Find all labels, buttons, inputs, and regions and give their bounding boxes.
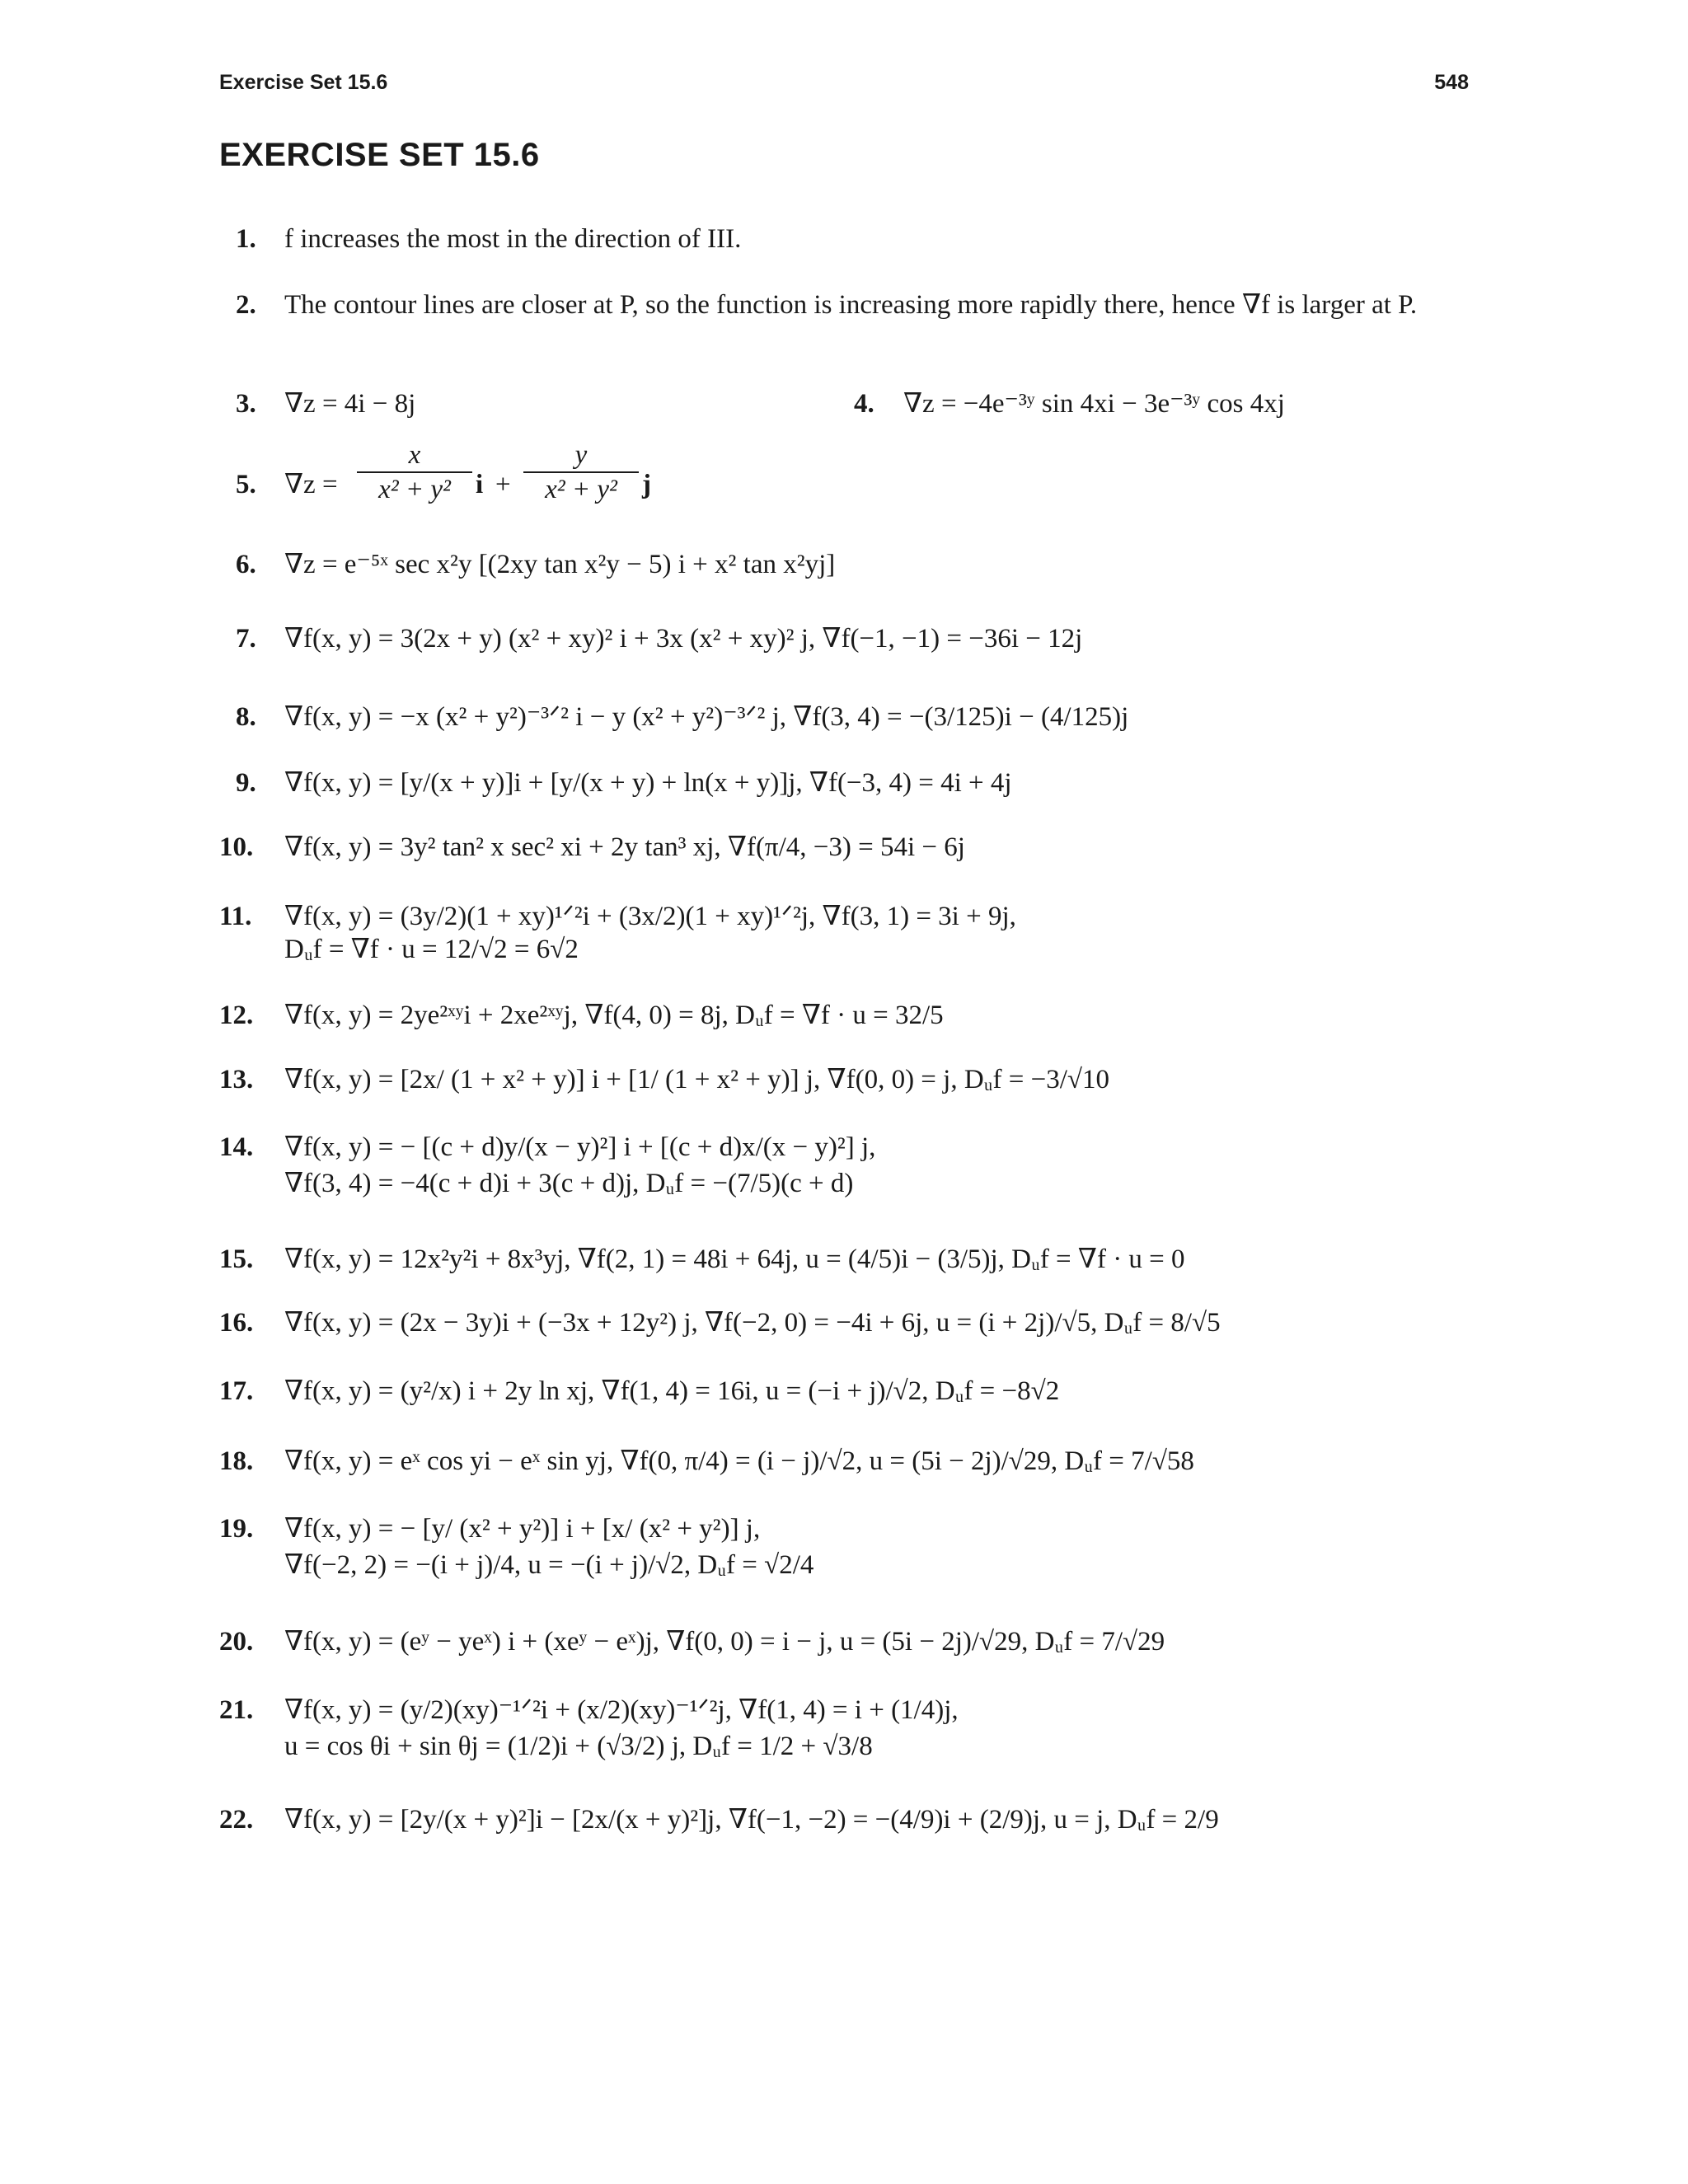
fraction-denominator: x² + y² xyxy=(378,475,451,504)
exercise-answer-line: ∇f(x, y) = − [y/ (x² + y²)] i + [x/ (x² + y²)] j, xyxy=(284,1514,761,1544)
exercise-number: 3. xyxy=(236,389,256,419)
exercise-number: 8. xyxy=(236,702,256,732)
exercise-answer-line: ∇z = −4e⁻³ʸ sin 4xi − 3e⁻³ʸ cos 4xj xyxy=(903,389,1285,419)
running-head xyxy=(219,71,1469,95)
exercise-number: 2. xyxy=(236,290,256,320)
exercise-number: 13. xyxy=(219,1065,254,1094)
unit-vector-i: i xyxy=(476,470,484,499)
exercise-answer-line: ∇f(x, y) = [2y/(x + y)²]i − [2x/(x + y)²]j, ∇f(−1, −2) = −(4/9)i + (2/9)j, u = j, Dᵤf = 2/9 xyxy=(284,1805,1219,1835)
exercise-answer-line: ∇f(x, y) = [y/(x + y)]i + [y/(x + y) + ln(x + y)]j, ∇f(−3, 4) = 4i + 4j xyxy=(284,768,1012,798)
exercise-number: 11. xyxy=(219,902,252,931)
exercise-answer-line: ∇f(x, y) = −x (x² + y²)⁻³ᐟ² i − y (x² + y²)⁻³ᐟ² j, ∇f(3, 4) = −(3/125)i − (4/125)j xyxy=(284,702,1129,732)
exercise-number: 19. xyxy=(219,1514,254,1544)
exercise-answer-line: ∇f(3, 4) = −4(c + d)i + 3(c + d)j, Dᵤf = −(7/5)(c + d) xyxy=(284,1169,854,1198)
exercise-answer-line: ∇f(−2, 2) = −(i + j)/4, u = −(i + j)/√2, Dᵤf = √2/4 xyxy=(284,1550,814,1580)
exercise-answer-line: ∇f(x, y) = 2ye²ˣʸi + 2xe²ˣʸj, ∇f(4, 0) = 8j, Dᵤf = ∇f · u = 32/5 xyxy=(284,1001,944,1030)
page-number: 548 xyxy=(1434,71,1469,94)
exercise-answer-line: ∇f(x, y) = (3y/2)(1 + xy)¹ᐟ²i + (3x/2)(1 + xy)¹ᐟ²j, ∇f(3, 1) = 3i + 9j, xyxy=(284,902,1016,931)
exercise-number: 17. xyxy=(219,1376,254,1406)
exercise-number: 18. xyxy=(219,1446,254,1476)
exercise-answer-line: ∇f(x, y) = − [(c + d)y/(x − y)²] i + [(c + d)x/(x − y)²] j, xyxy=(284,1132,876,1162)
fraction-x xyxy=(357,438,472,506)
fraction-denominator: x² + y² xyxy=(545,475,617,504)
exercise-number: 20. xyxy=(219,1627,254,1657)
exercise-answer-line: ∇f(x, y) = 3(2x + y) (x² + xy)² i + 3x (x² + xy)² j, ∇f(−1, −1) = −36i − 12j xyxy=(284,624,1083,654)
fraction-y xyxy=(523,438,639,506)
exercise-number: 1. xyxy=(236,224,256,254)
exercise-answer-line: ∇f(x, y) = (eʸ − yeˣ) i + (xeʸ − eˣ)j, ∇f(0, 0) = i − j, u = (5i − 2j)/√29, Dᵤf = 7/√29 xyxy=(284,1627,1165,1657)
section-title: EXERCISE SET 15.6 xyxy=(219,137,540,173)
exercise-number: 22. xyxy=(219,1805,254,1835)
exercise-answer-line: ∇f(x, y) = [2x/ (1 + x² + y)] i + [1/ (1 + x² + y)] j, ∇f(0, 0) = j, Dᵤf = −3/√10 xyxy=(284,1065,1109,1094)
exercise-answer-line: ∇f(x, y) = (2x − 3y)i + (−3x + 12y²) j, ∇f(−2, 0) = −4i + 6j, u = (i + 2j)/√5, Dᵤf = 8/√5 xyxy=(284,1308,1221,1338)
exercise-answer-line: ∇z = 4i − 8j xyxy=(284,389,416,419)
exercise-answer-line: Dᵤf = ∇f · u = 12/√2 = 6√2 xyxy=(284,935,579,964)
exercise-answer-line: The contour lines are closer at P, so the function is increasing more rapidly there, hence ∇f is larger at P. xyxy=(284,290,1418,320)
plus-sign: + xyxy=(495,470,511,499)
exercise-number: 21. xyxy=(219,1695,254,1725)
exercise-answer-line: ∇f(x, y) = eˣ cos yi − eˣ sin yj, ∇f(0, π/4) = (i − j)/√2, u = (5i − 2j)/√29, Dᵤf = 7/√58 xyxy=(284,1446,1194,1476)
fraction-lead: ∇z = xyxy=(284,470,338,499)
exercise-answer-line: ∇f(x, y) = 3y² tan² x sec² xi + 2y tan³ xj, ∇f(π/4, −3) = 54i − 6j xyxy=(284,832,965,862)
exercise-answer-line: ∇f(x, y) = (y/2)(xy)⁻¹ᐟ²i + (x/2)(xy)⁻¹ᐟ²j, ∇f(1, 4) = i + (1/4)j, xyxy=(284,1695,959,1725)
fraction-numerator: x xyxy=(408,440,421,470)
unit-vector-j: j xyxy=(642,470,651,499)
exercise-answer-line: f increases the most in the direction of III. xyxy=(284,224,742,254)
exercise-number: 7. xyxy=(236,624,256,654)
exercise-answer-line: ∇f(x, y) = (y²/x) i + 2y ln xj, ∇f(1, 4) = 16i, u = (−i + j)/√2, Dᵤf = −8√2 xyxy=(284,1376,1060,1406)
exercise-answer-line: ∇z = e⁻⁵ˣ sec x²y [(2xy tan x²y − 5) i + x² tan x²yj] xyxy=(284,550,836,579)
exercise-number: 15. xyxy=(219,1244,254,1274)
exercise-number: 16. xyxy=(219,1308,254,1338)
fraction-numerator: y xyxy=(574,440,588,470)
exercise-answer-line: ∇f(x, y) = 12x²y²i + 8x³yj, ∇f(2, 1) = 48i + 64j, u = (4/5)i − (3/5)j, Dᵤf = ∇f · u = 0 xyxy=(284,1244,1185,1274)
exercise-number: 5. xyxy=(236,470,256,499)
exercise-number: 4. xyxy=(854,389,874,419)
exercise-number: 10. xyxy=(219,832,254,862)
exercise-number: 6. xyxy=(236,550,256,579)
exercise-number: 12. xyxy=(219,1001,254,1030)
exercise-number: 9. xyxy=(236,768,256,798)
exercise-answer-line: u = cos θi + sin θj = (1/2)i + (√3/2) j, Dᵤf = 1/2 + √3/8 xyxy=(284,1732,873,1761)
exercise-number: 14. xyxy=(219,1132,254,1162)
running-head-section: Exercise Set 15.6 xyxy=(219,71,388,94)
